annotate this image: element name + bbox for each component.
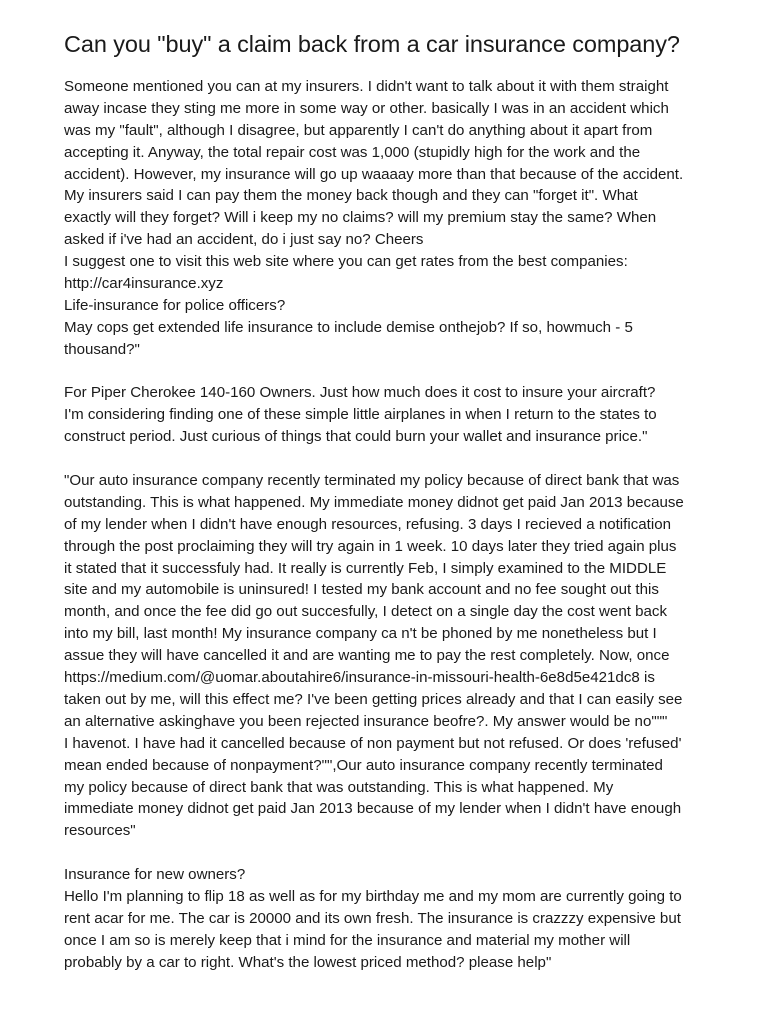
text-line: into my bill, last month! My insurance company ca n't be phoned by me nonetheless but I [64, 625, 657, 643]
text-line: I havenot. I have had it cancelled because of non payment but not refused. Or does 'refused' [64, 734, 682, 752]
text-line: an alternative askinghave you been rejected insurance beofre?. My answer would be no""" [64, 712, 668, 730]
text-line: it stated that it successfuly had. It really is currently Feb, I simply examined to the MIDDLE [64, 559, 667, 577]
text-line: resources" [64, 822, 136, 840]
text-line: May cops get extended life insurance to include demise onthejob? If so, howmuch - 5 [64, 318, 633, 336]
text-line: month, and once the fee did go out succesfully, I detect on a single day the cost went back [64, 603, 668, 621]
document-title: Can you "buy" a claim back from a car insurance company? [64, 31, 680, 57]
text-line: For Piper Cherokee 140-160 Owners. Just how much does it cost to insure your aircraft? [64, 384, 656, 402]
document-body [64, 76, 714, 974]
text-line: once I am so is merely keep that i mind for the insurance and material my mother will [64, 931, 631, 949]
paragraph-gap [64, 361, 714, 383]
paragraph-gap [64, 448, 714, 470]
paragraph-gap [64, 842, 714, 864]
text-line: my policy because of direct bank that was outstanding. This is what happened. My [64, 778, 614, 796]
text-line: I suggest one to visit this web site where you can get rates from the best companies: [64, 253, 628, 271]
text-line: Hello I'm planning to flip 18 as well as for my birthday me and my mom are currently going to [64, 887, 682, 905]
text-line: My insurers said I can pay them the money back though and they can "forget it". What [64, 187, 638, 205]
text-line: construct period. Just curious of things that could burn your wallet and insurance price." [64, 428, 648, 446]
text-line: thousand?" [64, 340, 140, 358]
text-line: I'm considering finding one of these simple little airplanes in when I return to the states to [64, 406, 657, 424]
text-line: exactly will they forget? Will i keep my no claims? will my premium stay the same? When [64, 209, 657, 227]
text-line: taken out by me, will this effect me? I've been getting prices already and that I can easily see [64, 690, 683, 708]
text-line: http://car4insurance.xyz [64, 275, 224, 293]
text-line: of my lender when I didn't have enough resources, refusing. 3 days I recieved a notification [64, 515, 671, 533]
text-line: away incase they sting me more in some way or other. basically I was in an accident which [64, 99, 669, 117]
text-line: immediate money didnot get paid Jan 2013 because of my lender when I didn't have enough [64, 800, 682, 818]
text-line: rent acar for me. The car is 20000 and its own fresh. The insurance is crazzzy expensive but [64, 909, 681, 927]
text-line: https://medium.com/@uomar.aboutahire6/insurance-in-missouri-health-6e8d5e421dc8 is [64, 669, 655, 687]
text-line: Life-insurance for police officers? [64, 296, 286, 314]
text-line: mean ended because of nonpayment?"",Our auto insurance company recently terminated [64, 756, 663, 774]
text-line: Insurance for new owners? [64, 866, 246, 884]
text-line: was my "fault", although I disagree, but apparently I can't do anything about it apart from [64, 121, 653, 139]
text-line: site and my automobile is uninsured! I tested my bank account and no fee sought out this [64, 581, 659, 599]
text-line: "Our auto insurance company recently terminated my policy because of direct bank that was [64, 472, 680, 490]
text-line: probably by a car to right. What's the lowest priced method? please help" [64, 953, 552, 971]
text-line: through the post proclaiming they will try again in 1 week. 10 days later they tried again plus [64, 537, 677, 555]
text-line: accident). However, my insurance will go up waaaay more than that because of the accident. [64, 165, 684, 183]
text-line: Someone mentioned you can at my insurers. I didn't want to talk about it with them straight [64, 78, 669, 95]
text-line: accepting it. Anyway, the total repair cost was 1,000 (stupidly high for the work and the [64, 143, 641, 161]
text-line: outstanding. This is what happened. My immediate money didnot get paid Jan 2013 because [64, 493, 684, 511]
text-line: asked if i've had an accident, do i just say no? Cheers [64, 231, 424, 249]
text-line: assue they will have cancelled it and are wanting me to pay the rest completely. Now, once [64, 647, 670, 665]
